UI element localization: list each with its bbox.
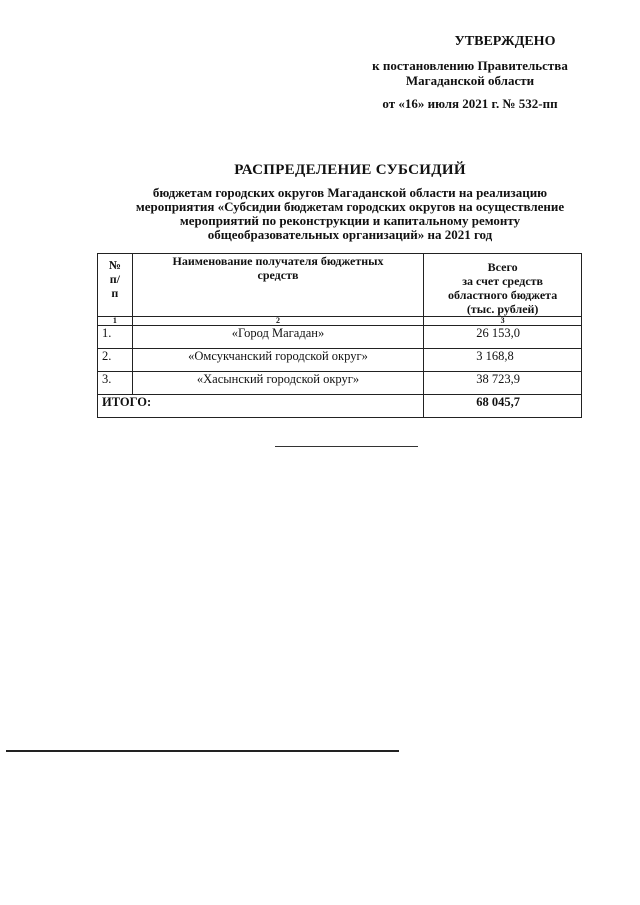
row-recipient: «Город Магадан»: [132, 326, 424, 349]
table-row: [98, 372, 582, 395]
index-cell: 3: [424, 317, 582, 326]
header-number-line: п: [111, 286, 119, 300]
index-cell: 1: [98, 317, 133, 326]
header-total: [424, 254, 582, 317]
document-subtitle: [110, 186, 590, 242]
row-number: 1.: [98, 326, 133, 349]
header-total-line: за счет средств: [462, 274, 544, 288]
index-cell: 2: [132, 317, 424, 326]
row-value: 3 168,8: [424, 349, 582, 372]
approval-heading: УТВЕРЖДЕНО: [454, 34, 556, 49]
header-number-line: п/: [109, 272, 120, 286]
header-recipient-line: Наименование получателя бюджетных: [172, 254, 384, 268]
document-title: РАСПРЕДЕЛЕНИЕ СУБСИДИЙ: [234, 162, 466, 178]
subsidy-table: [97, 253, 582, 418]
header-number: [98, 254, 133, 317]
end-divider: [275, 446, 418, 447]
subtitle-line: общеобразовательных организаций» на 2021 год: [207, 227, 493, 242]
row-value: 26 153,0: [424, 326, 582, 349]
header-number-line: №: [108, 258, 121, 272]
row-number: 3.: [98, 372, 133, 395]
header-total-line: (тыс. рублей): [466, 302, 539, 316]
approval-line-1: к постановлению Правительства: [372, 58, 568, 73]
row-recipient: «Омсукчанский городской округ»: [132, 349, 424, 372]
total-value: 68 045,7: [424, 395, 582, 418]
table-row: [98, 326, 582, 349]
subtitle-line: мероприятий по реконструкции и капитальному ремонту: [179, 213, 521, 228]
table-header-row: [98, 254, 582, 317]
approval-line-2: Магаданской области: [405, 73, 535, 88]
table-index-row: [98, 317, 582, 326]
row-value: 38 723,9: [424, 372, 582, 395]
footer-divider: [6, 750, 399, 752]
table-row: [98, 349, 582, 372]
subtitle-line: бюджетам городских округов Магаданской области на реализацию: [152, 185, 548, 200]
header-total-line: областного бюджета: [448, 288, 558, 302]
row-number: 2.: [98, 349, 133, 372]
header-total-line: Всего: [487, 260, 518, 274]
header-recipient: [132, 254, 424, 317]
row-recipient: «Хасынский городской округ»: [132, 372, 424, 395]
subtitle-line: мероприятия «Субсидии бюджетам городских округов на осуществление: [135, 199, 565, 214]
approval-date: от «16» июля 2021 г. № 532-пп: [382, 96, 558, 111]
table-total-row: [98, 395, 582, 418]
approval-block: [340, 34, 600, 111]
header-recipient-line: средств: [257, 268, 299, 282]
total-label: ИТОГО:: [98, 395, 424, 418]
